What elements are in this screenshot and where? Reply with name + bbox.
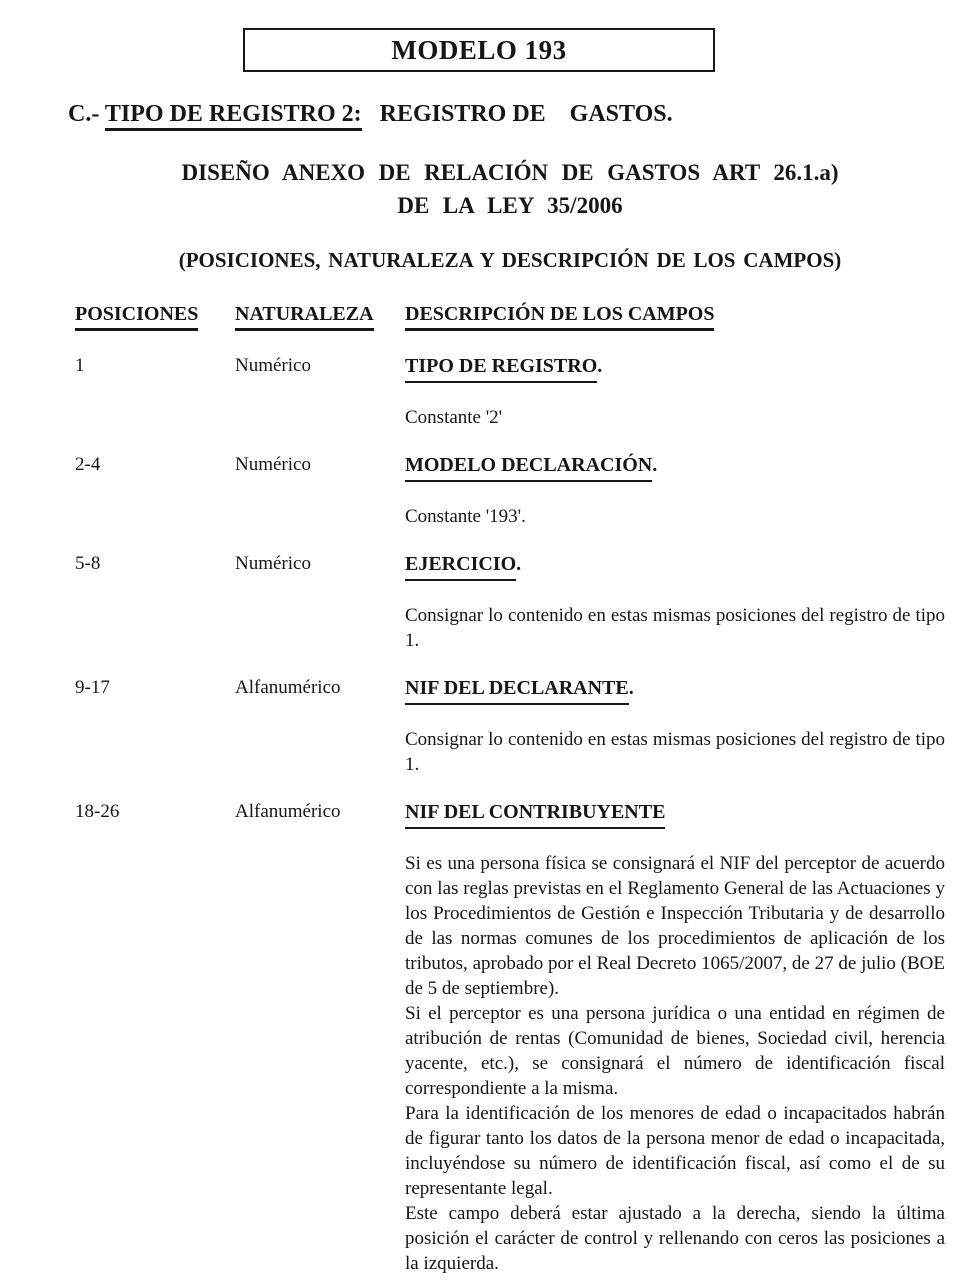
section-heading	[68, 101, 963, 128]
header-posiciones: POSICIONES	[75, 303, 235, 331]
row-descripcion	[405, 353, 945, 430]
row-descripcion	[405, 452, 945, 529]
table-row	[75, 799, 945, 1276]
row-posiciones: 18-26	[75, 801, 120, 822]
field-paragraph: Consignar lo contenido en estas mismas posiciones del registro de tipo 1.	[405, 729, 945, 775]
row-naturaleza: Numérico	[235, 454, 311, 475]
annex-subtitle-line2: DE LA LEY 35/2006	[397, 193, 623, 218]
field-paragraph: Si el perceptor es una persona jurídica o una entidad en régimen de atribución de rentas (Comunidad de bienes, Sociedad civil, herencia yacente, etc.), se consignará el número de identificación fiscal correspondiente a la misma.	[405, 1003, 945, 1099]
field-paragraph: Constante '2'	[405, 407, 503, 428]
model-title: MODELO 193	[391, 35, 567, 65]
header-naturaleza: NATURALEZA	[235, 303, 405, 331]
field-paragraph: Constante '193'.	[405, 506, 526, 527]
table-row	[75, 353, 945, 430]
row-posiciones: 5-8	[75, 553, 101, 574]
field-paragraph: Si es una persona física se consignará el NIF del perceptor de acuerdo con las reglas previstas en el Reglamento General de las Actuaciones y los Procedimientos de Gestión e Inspección Tributaria y de desarrollo de las normas comunes de los procedimientos de aplicación de los tributos, aprobado por el Real Decreto 1065/2007, de 27 de julio (BOE de 5 de septiembre).	[405, 853, 945, 999]
section-heading-underlined: TIPO DE REGISTRO 2:	[105, 101, 362, 131]
annex-subtitle-line1: DISEÑO ANEXO DE RELACIÓN DE GASTOS ART 26.1.a)	[181, 160, 839, 185]
table-header-row	[75, 303, 945, 331]
header-descripcion: DESCRIPCIÓN DE LOS CAMPOS	[405, 303, 945, 331]
table-row	[75, 452, 945, 529]
row-descripcion	[405, 799, 945, 1276]
field-name: MODELO DECLARACIÓN.	[405, 452, 945, 482]
row-posiciones: 1	[75, 355, 85, 376]
row-naturaleza: Numérico	[235, 355, 311, 376]
row-descripcion	[405, 675, 945, 777]
field-paragraph: Este campo deberá estar ajustado a la derecha, siendo la última posición el carácter de control y rellenando con ceros las posiciones a la izquierda.	[405, 1203, 945, 1274]
annex-subtitle	[75, 156, 945, 222]
fields-note: (POSICIONES, NATURALEZA Y DESCRIPCIÓN DE LOS CAMPOS)	[178, 248, 842, 272]
row-naturaleza: Numérico	[235, 553, 311, 574]
section-heading-rest: REGISTRO DE GASTOS.	[361, 101, 673, 127]
row-naturaleza: Alfanumérico	[235, 801, 341, 822]
row-descripcion	[405, 551, 945, 653]
field-name: TIPO DE REGISTRO.	[405, 353, 945, 383]
row-posiciones: 2-4	[75, 454, 101, 475]
field-name: NIF DEL DECLARANTE.	[405, 675, 945, 705]
document-page	[0, 28, 963, 1287]
fields-table	[75, 303, 945, 1276]
model-title-box	[243, 28, 715, 72]
field-paragraph: Para la identificación de los menores de edad o incapacitados habrán de figurar tanto los datos de la persona menor de edad o incapacitada, incluyéndose su número de identificación fiscal, así como el de su representante legal.	[405, 1103, 945, 1199]
section-prefix: C.-	[68, 101, 105, 127]
row-naturaleza: Alfanumérico	[235, 677, 341, 698]
table-row	[75, 675, 945, 777]
field-name: EJERCICIO.	[405, 551, 945, 581]
row-posiciones: 9-17	[75, 677, 110, 698]
field-paragraph: Consignar lo contenido en estas mismas posiciones del registro de tipo 1.	[405, 605, 945, 651]
field-name: NIF DEL CONTRIBUYENTE	[405, 799, 945, 829]
table-row	[75, 551, 945, 653]
